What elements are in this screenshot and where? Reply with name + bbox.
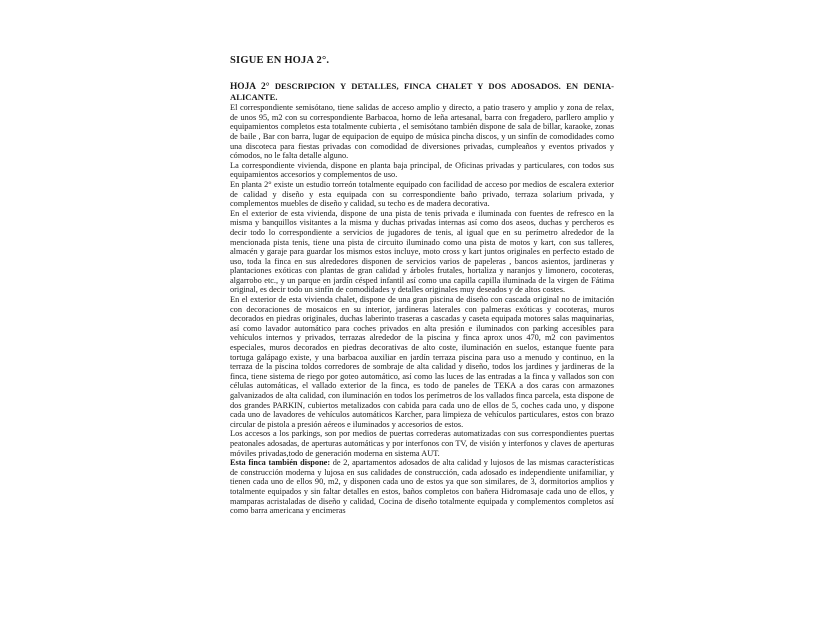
paragraph-vivienda: La correspondiente vivienda, dispone en planta baja principal, de Oficinas privadas y particulares, con todos sus equipamientos accesorios y complementos de uso.	[230, 160, 614, 180]
adosados-lead: Esta finca también dispone:	[230, 458, 331, 468]
continuation-heading: SIGUE EN HOJA 2°.	[230, 55, 330, 66]
document-title	[230, 82, 614, 102]
sheet-number: HOJA 2°	[230, 82, 270, 92]
paragraph-tenis: En el exterior de esta vivienda, dispone de una pista de tenis privada e iluminada con fuentes de refresco en la misma y banquillos visitantes a la misma y duchas privadas internas así como dos aseos, duchas y percheros es decir todo lo correspondiente a servicios de jugadores de tenis, al igual que en su perímetro alrededor de la mencionada pista tenis, tiene una pista de circuito iluminado como una pista de motos y kart, con sus talleres, almacén y garaje para guardar los mismos estos incluye, moto cross y kart juntos originales en perfecto estado de uso, toda la finca en sus alrededores disponen de servicios varios de papeleras , bancos asientos, jardineras y plantaciones exóticas con plantas de gran calidad y árboles frutales, hortaliza y naranjos y limonero, cocoteras, algarrobo etc., y un parque en jardín césped infantil así como una capilla capilla iluminada de la virgen de Fátima original, es decir todo un sinfín de comodidades y detalles originales muy deseados y de altos costes.	[230, 208, 614, 295]
title-text: DESCRIPCION Y DETALLES, FINCA CHALET Y DOS ADOSADOS. EN DENIA-ALICANTE.	[230, 81, 614, 102]
adosados-text: de 2, apartamentos adosados de alta calidad y lujosos de las mismas características de construcción moderna y lujosa en sus calidades de construcción, cada adosado es independiente unifamiliar, y tienen cada uno de ellos 90, m2, y disponen cada uno de estos ya que son similares, de 3, dormitorios amplios y totalmente equipados y sin faltar detalles en estos, baños completos con bañera Hidromasaje cada uno de ellos, y mamparas acristaladas de diseño y calidad, Cocina de diseño totalmente equipada y complementos completos así como barra americana y encimeras	[230, 458, 615, 516]
document-body	[230, 82, 614, 516]
paragraph-accesos: Los accesos a los parkings, son por medios de puertas correderas automatizadas con sus correspondientes puertas peatonales adosadas, de aperturas automáticas y por interfonos con TV, de visión y interfonos y claves de aperturas móviles privadas,todo de generación moderna en sistema AUT.	[230, 429, 614, 458]
paragraph-planta-2: En planta 2° existe un estudio torreón totalmente equipado con facilidad de acceso por medios de escalera exterior de calidad y diseño y esta equipada con su correspondiente baño privado, terraza solarium privada, y complementos muebles de diseño y calidad, su techo es de madera decorativa.	[230, 179, 614, 209]
paragraph-adosados	[230, 458, 614, 516]
paragraph-piscina: En el exterior de esta vivienda chalet, dispone de una gran piscina de diseño con cascada original no de imitación con decoraciones de mosaicos en su interior, jardineras laterales con palmeras exóticas y cocoteras, muros decorados en piedras originales, duchas laberinto traseras a cascadas y caseta equipada motores salas maquinarias, así como lavador automático para coches privados en alta presión e iluminados con parking accesibles para vehículos internos y privados, terrazas alrededor de la piscina y finca aprox unos 470, m2 con pavimentos especiales, muros decorados en piedras decorativas de alto coste, iluminación en suelos, estanque fuente para tortuga galápago existe, y una barbacoa auxiliar en jardín terraza piscina para uso a menudo y continuo, en la terraza de la piscina toldos corredores de sombraje de alta calidad y diseño, todos los jardines y jardineras de la finca, tiene sistema de riego por goteo automático, así como las luces de las entradas a la finca y vallados son con células automáticas, el vallado exterior de la finca, es todo de paneles de TEKA a dos caras con armazones galvanizados de alta calidad, con iluminación en todos los perímetros de los vallados finca parcela, esta dispone de dos grandes PARKIN, cubiertos metalizados con cabida para cada uno de ellos de 5, coches cada uno, y dispone cada uno de lavadores de vehículos automáticos Karcher, para limpieza de vehículos particulares, estos con brazo circular de pistola a presión aéreos e iluminados y accesorios de estos.	[230, 295, 614, 429]
paragraph-semisotano: El correspondiente semisótano, tiene salidas de acceso amplio y directo, a patio trasero y amplio y zona de relax, de unos 95, m2 con su correspondiente Barbacoa, horno de leña artesanal, barra con fregadero, parllero amplio y equipamientos completos esta totalmente cubierta , el semisótano también dispone de sala de billar, karaoke, zonas de baile , Bar con barra, lugar de equipacion de equipo de música pincha discos, y un sinfín de comodidades como una discoteca para fiestas privadas con comodidad de diversiones privadas, cumpleaños y eventos privados y cómodos, no le falta detalle alguno.	[230, 103, 614, 161]
